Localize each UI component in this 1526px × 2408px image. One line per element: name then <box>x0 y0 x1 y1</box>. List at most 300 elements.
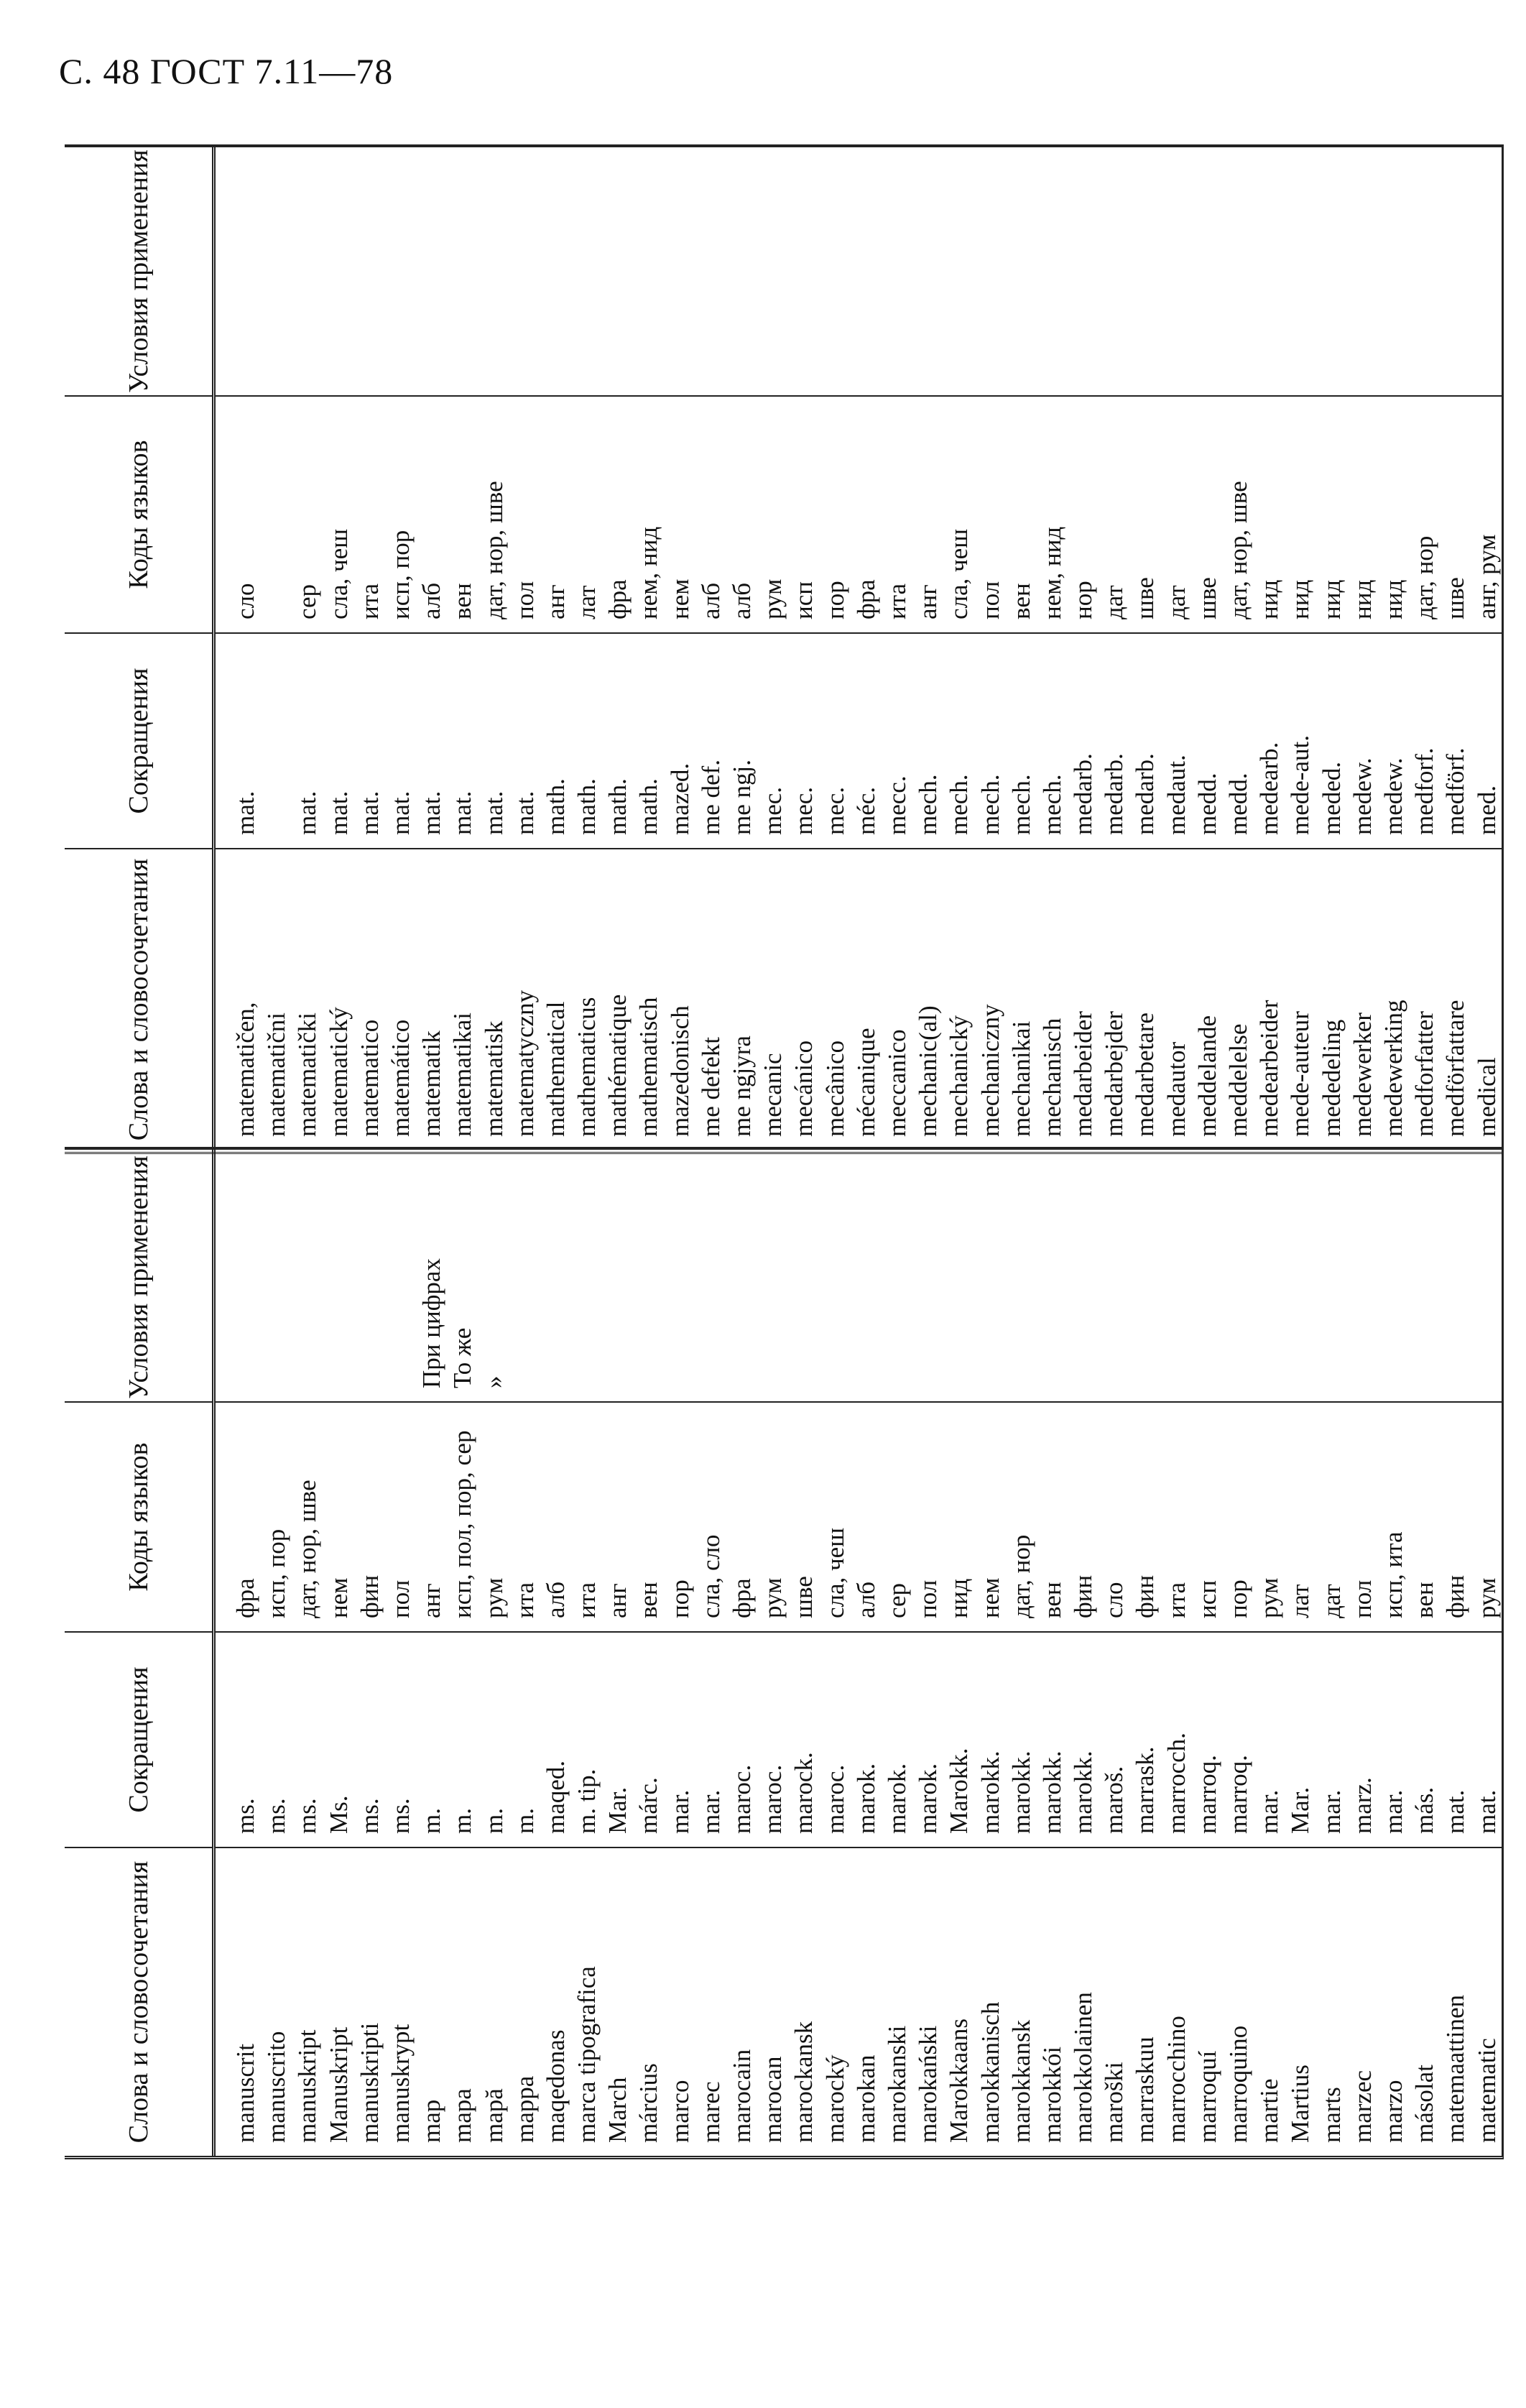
left-cell-usage <box>323 1153 354 1401</box>
left-cell-usage <box>292 1153 323 1401</box>
right-cell-words: matematik <box>417 1030 446 1137</box>
left-cell-codes: пор <box>665 1579 694 1618</box>
left-cell-usage <box>882 1153 912 1401</box>
left-cell-abbr: ms. <box>293 1798 322 1834</box>
left-cell-abbr: m. <box>448 1808 477 1834</box>
right-cell-abbr: mat. <box>417 790 446 835</box>
right-cell-usage <box>851 147 882 395</box>
right-cell-codes: дат, нор <box>1410 535 1439 619</box>
left-col-codes <box>216 1401 1502 1631</box>
left-cell-codes: анг <box>604 1583 632 1618</box>
right-cell-abbr: medd. <box>1193 772 1221 835</box>
right-cell-usage <box>912 147 943 395</box>
left-cell-usage <box>665 1153 695 1401</box>
right-cell-words: mathematisch <box>634 997 663 1137</box>
right-cell-abbr: me def. <box>696 760 725 835</box>
left-cell-abbr: mat. <box>1441 1789 1470 1834</box>
right-cell-words: mechanisch <box>1037 1018 1066 1137</box>
right-cell-usage <box>354 147 385 395</box>
right-cell-usage <box>788 147 819 395</box>
right-cell-codes <box>261 397 292 632</box>
right-cell-abbr: mat. <box>355 790 384 835</box>
left-cell-abbr: Ms. <box>324 1795 353 1834</box>
left-cell-usage <box>230 1153 261 1401</box>
left-cell-usage <box>354 1153 385 1401</box>
right-cell-words: matematico <box>355 1019 384 1137</box>
right-cell-codes: шве <box>1131 577 1160 619</box>
right-cell-abbr: mat. <box>386 790 415 835</box>
right-cell-codes: сер <box>293 584 322 619</box>
left-cell-words: marroquí <box>1193 2050 1221 2143</box>
left-cell-codes: алб <box>541 1581 570 1618</box>
left-cell-usage <box>261 1153 292 1401</box>
right-cell-usage <box>1161 147 1192 395</box>
left-cell-codes: фра <box>728 1578 756 1618</box>
right-cell-usage <box>1409 147 1440 395</box>
right-cell-abbr: mecc. <box>882 775 911 835</box>
right-cell-abbr: medaut. <box>1162 755 1190 835</box>
right-cell-abbr: mazed. <box>665 762 694 835</box>
right-cell-words: matematičen, <box>231 1002 259 1137</box>
left-cell-words: maroški <box>1100 2062 1129 2143</box>
left-cell-abbr: marroq. <box>1224 1755 1252 1834</box>
right-cell-words: meddelelse <box>1224 1023 1252 1137</box>
right-cell-words: me defekt <box>696 1037 725 1137</box>
left-cell-words: marokan <box>851 2054 880 2143</box>
right-cell-codes: исп <box>790 581 818 619</box>
left-cell-abbr: m. <box>479 1808 508 1834</box>
right-cell-abbr <box>261 634 292 848</box>
right-cell-words: medearbeider <box>1255 1000 1284 1137</box>
left-cell-abbr: marok. <box>882 1763 911 1834</box>
left-cell-abbr: marokk. <box>1069 1750 1098 1834</box>
right-cell-usage <box>633 147 664 395</box>
right-table <box>65 144 1504 1150</box>
right-cell-abbr: math. <box>604 778 632 835</box>
left-cell-words: manuskrypt <box>386 2024 415 2143</box>
right-cell-abbr: méc. <box>851 786 880 835</box>
left-cell-abbr: maroc. <box>820 1764 849 1834</box>
right-cell-words: matemático <box>386 1019 415 1137</box>
left-cell-usage <box>1192 1153 1223 1401</box>
rotated-table-area <box>65 144 1502 2159</box>
left-cell-words: mapa <box>448 2088 477 2143</box>
right-cell-abbr: me ngj. <box>728 760 756 835</box>
left-cell-usage: При цифрах <box>417 1258 446 1388</box>
right-cell-abbr: math. <box>573 778 601 835</box>
left-cell-codes: ита <box>1162 1582 1190 1618</box>
right-cell-usage <box>292 147 323 395</box>
left-cell-words: marokkanisch <box>976 2001 1004 2143</box>
left-cell-words: March <box>604 2077 632 2143</box>
left-cell-words: martie <box>1255 2078 1284 2143</box>
left-cell-words: marokański <box>914 2025 943 2143</box>
right-cell-words: me ngjyra <box>728 1035 756 1137</box>
left-cell-codes: ита <box>510 1582 539 1618</box>
left-cell-words: marocan <box>759 2056 787 2143</box>
left-cell-abbr: más. <box>1410 1786 1439 1834</box>
right-cell-abbr: mech. <box>914 774 943 835</box>
right-cell-words: matematički <box>293 1012 322 1137</box>
left-cell-words: marokkói <box>1037 2046 1066 2143</box>
right-cell-usage <box>1471 147 1502 395</box>
left-table <box>65 1147 1504 2159</box>
right-cell-words: mechanický <box>945 1015 974 1137</box>
right-cell-codes: сла, чеш <box>945 528 974 619</box>
left-cell-usage <box>757 1153 788 1401</box>
right-cell-abbr: medarb. <box>1131 753 1160 835</box>
left-cell-abbr: marrocch. <box>1162 1733 1190 1834</box>
left-cell-words: Martius <box>1286 2065 1315 2143</box>
left-cell-abbr: maroc. <box>728 1764 756 1834</box>
left-cell-words: marroquino <box>1224 2025 1252 2143</box>
right-cell-abbr: mat. <box>324 790 353 835</box>
left-cell-usage: » <box>479 1375 508 1388</box>
left-cell-codes: шве <box>790 1576 818 1618</box>
right-cell-usage <box>261 147 292 395</box>
left-cell-words: Marokkaans <box>945 2018 974 2143</box>
left-cell-codes: исп, пор <box>262 1528 291 1618</box>
right-cell-abbr: mec. <box>759 786 787 835</box>
right-cell-usage <box>1223 147 1254 395</box>
right-cell-usage <box>447 147 478 395</box>
right-cell-usage <box>1006 147 1037 395</box>
left-cell-abbr: marock. <box>790 1752 818 1834</box>
right-cell-words: medarbejder <box>1100 1011 1129 1137</box>
left-cell-abbr: marokk. <box>1007 1750 1035 1834</box>
left-cell-codes: рум <box>759 1577 787 1618</box>
right-col-usage <box>216 147 1502 395</box>
left-cell-codes: вен <box>1037 1582 1066 1618</box>
right-cell-codes: алб <box>696 582 725 619</box>
right-cell-words: mede-auteur <box>1286 1011 1315 1137</box>
left-cell-words: marzo <box>1379 2080 1407 2143</box>
right-cell-usage <box>1099 147 1129 395</box>
right-cell-codes: лат <box>573 585 601 619</box>
right-cell-abbr: mat. <box>448 790 477 835</box>
right-cell-words: mazedonisch <box>665 1005 694 1137</box>
right-cell-abbr: med. <box>1472 785 1501 835</box>
right-cell-usage <box>540 147 571 395</box>
left-cell-words: marokanski <box>882 2025 911 2143</box>
left-cell-words: manuscrito <box>262 2031 291 2143</box>
left-cell-codes: пол <box>914 1579 943 1618</box>
left-cell-abbr: marok. <box>851 1763 880 1834</box>
right-cell-codes: сло <box>231 583 259 619</box>
right-cell-abbr: math. <box>541 778 570 835</box>
left-cell-abbr: ms. <box>262 1798 291 1834</box>
right-cell-abbr: medd. <box>1224 772 1252 835</box>
right-cell-usage <box>385 147 416 395</box>
right-cell-usage <box>1037 147 1068 395</box>
left-cell-words: marocký <box>820 2054 849 2143</box>
right-cell-usage <box>1285 147 1315 395</box>
left-cell-codes: пол <box>1348 1579 1377 1618</box>
left-cell-usage <box>726 1153 757 1401</box>
right-cell-usage <box>695 147 726 395</box>
right-cell-abbr: mech. <box>1007 774 1035 835</box>
left-cell-words: március <box>634 2063 663 2143</box>
left-cell-abbr: maroš. <box>1100 1766 1129 1834</box>
left-cell-codes: нем <box>324 1577 353 1618</box>
left-cell-usage <box>1254 1153 1285 1401</box>
right-cell-words: medewerker <box>1348 1012 1377 1137</box>
left-cell-usage <box>1037 1153 1068 1401</box>
right-cell-words: mecánico <box>790 1040 818 1137</box>
right-cell-abbr: medearb. <box>1255 742 1284 835</box>
left-cell-abbr: maroc. <box>759 1764 787 1834</box>
right-cell-codes: нем <box>665 578 694 619</box>
right-cell-codes: нид <box>1317 579 1346 619</box>
left-cell-codes: алб <box>851 1581 880 1618</box>
left-cell-codes: вен <box>1410 1582 1439 1618</box>
right-cell-usage <box>1378 147 1409 395</box>
right-cell-abbr: mat. <box>479 790 508 835</box>
right-cell-abbr: medarb. <box>1069 753 1098 835</box>
right-cell-words: medautor <box>1162 1041 1190 1137</box>
right-cell-usage <box>665 147 695 395</box>
left-cell-codes: сло <box>1100 1582 1129 1618</box>
left-cell-codes: фра <box>231 1578 259 1618</box>
right-cell-words: meddelande <box>1193 1015 1221 1137</box>
left-cell-codes: рум <box>479 1577 508 1618</box>
right-cell-usage <box>943 147 974 395</box>
col-header-usage: Условия применения <box>123 149 154 393</box>
right-cell-codes: вен <box>448 583 477 619</box>
right-cell-usage <box>1254 147 1285 395</box>
left-cell-codes: сла, сло <box>696 1534 725 1618</box>
left-cell-usage <box>1006 1153 1037 1401</box>
right-cell-abbr: meded. <box>1317 761 1346 835</box>
right-cell-words: medarbetare <box>1131 1012 1160 1137</box>
left-cell-codes: исп, ита <box>1379 1531 1407 1618</box>
left-cell-usage <box>851 1153 882 1401</box>
left-cell-abbr: marroq. <box>1193 1755 1221 1834</box>
left-cell-usage <box>695 1153 726 1401</box>
right-cell-codes: нид <box>1379 579 1407 619</box>
left-cell-usage <box>571 1153 602 1401</box>
right-col-abbr <box>216 632 1502 848</box>
left-cell-codes: пол <box>386 1579 415 1618</box>
left-cell-usage <box>1161 1153 1192 1401</box>
right-cell-codes: дат <box>1162 585 1190 619</box>
right-cell-abbr: mat. <box>231 790 259 835</box>
right-cell-codes: пор <box>820 581 849 619</box>
left-cell-codes: дат, нор, шве <box>293 1480 322 1618</box>
col-header-words: Слова и словосочетания <box>65 848 212 1150</box>
col-header-codes: Коды языков <box>65 1401 212 1631</box>
right-cell-words: medewerking <box>1379 1000 1407 1137</box>
right-cell-codes: ита <box>882 583 911 619</box>
left-cell-words: marraskuu <box>1131 2036 1160 2143</box>
left-cell-codes: анг <box>417 1583 446 1618</box>
left-cell-usage <box>1129 1153 1160 1401</box>
left-cell-abbr: marokk. <box>976 1750 1004 1834</box>
left-cell-words: marco <box>665 2080 694 2143</box>
left-cell-words: manuscrit <box>231 2043 259 2143</box>
left-cell-abbr: Mar. <box>604 1786 632 1834</box>
left-cell-abbr: mar. <box>665 1789 694 1834</box>
right-cell-abbr: medforf. <box>1410 747 1439 835</box>
right-col-words <box>216 848 1502 1150</box>
right-cell-words: medförfattare <box>1441 1000 1470 1137</box>
right-cell-codes: фра <box>851 579 880 619</box>
left-cell-codes: дат, нор <box>1007 1534 1035 1618</box>
right-cell-words: mechaniczny <box>976 1004 1004 1137</box>
left-cell-usage <box>540 1153 571 1401</box>
right-cell-words: matematyczny <box>510 990 539 1137</box>
right-cell-abbr: mede-aut. <box>1286 735 1315 835</box>
right-cell-abbr: math. <box>634 778 663 835</box>
left-cell-words: marokkolainen <box>1069 1992 1098 2143</box>
left-cell-codes: нид <box>945 1578 974 1618</box>
left-cell-codes: фин <box>1441 1574 1470 1618</box>
col-header-words: Слова и словосочетания <box>65 1847 212 2156</box>
right-cell-codes: вен <box>1007 583 1035 619</box>
left-col-usage <box>216 1153 1502 1401</box>
right-cell-usage <box>416 147 447 395</box>
right-cell-codes: рум <box>759 578 787 619</box>
left-cell-usage <box>602 1153 633 1401</box>
left-table-header <box>65 1150 216 2156</box>
right-cell-words: medical <box>1472 1057 1501 1137</box>
left-cell-words: marokkansk <box>1007 2019 1035 2143</box>
right-cell-codes: нид <box>1348 579 1377 619</box>
right-cell-codes: нем, нид <box>634 526 663 619</box>
left-col-abbr <box>216 1631 1502 1847</box>
right-cell-codes: пол <box>976 581 1004 619</box>
right-cell-codes: нор <box>1069 581 1098 619</box>
left-cell-usage <box>509 1153 540 1401</box>
col-header-usage: Условия применения <box>123 1155 154 1399</box>
left-cell-abbr: marokk. <box>1037 1750 1066 1834</box>
left-cell-codes: пор <box>1224 1579 1252 1618</box>
col-header-abbr: Сокращения <box>65 1631 212 1847</box>
right-cell-words: mechanikai <box>1007 1020 1035 1137</box>
right-cell-usage <box>1316 147 1347 395</box>
right-cell-usage <box>1347 147 1378 395</box>
left-cell-codes: сла, чеш <box>820 1527 849 1618</box>
left-cell-abbr: mat. <box>1472 1789 1501 1834</box>
right-cell-codes: исп, пор <box>386 530 415 619</box>
left-cell-words: marca tipografica <box>573 1966 601 2143</box>
left-cell-words: marockansk <box>790 2021 818 2143</box>
left-cell-words: mapă <box>479 2088 508 2143</box>
right-cell-words: mechanic(al) <box>914 1005 943 1137</box>
left-cell-words: manuskripti <box>355 2022 384 2143</box>
left-cell-usage <box>912 1153 943 1401</box>
left-cell-words: marec <box>696 2081 725 2143</box>
left-cell-words: map <box>417 2099 446 2143</box>
left-cell-words: marocain <box>728 2049 756 2143</box>
left-cell-usage <box>788 1153 819 1401</box>
right-cell-usage <box>1129 147 1160 395</box>
left-cell-usage: То же <box>448 1327 477 1388</box>
right-cell-abbr: mech. <box>945 774 974 835</box>
right-cell-words: matematický <box>324 1007 353 1137</box>
left-cell-abbr: m. tip. <box>573 1768 601 1834</box>
right-cell-usage <box>1440 147 1471 395</box>
right-cell-words: medforfatter <box>1410 1011 1439 1137</box>
left-cell-words: maqedonas <box>541 2029 570 2143</box>
left-cell-words: matematic <box>1472 2038 1501 2143</box>
left-cell-abbr: márc. <box>634 1777 663 1834</box>
left-cell-codes: вен <box>634 1582 663 1618</box>
right-cell-words: medarbeider <box>1069 1011 1098 1137</box>
right-cell-usage <box>975 147 1006 395</box>
right-cell-words: mathematicus <box>573 997 601 1137</box>
right-cell-usage <box>757 147 788 395</box>
right-cell-words: mecânico <box>820 1040 849 1137</box>
left-cell-codes: фин <box>1069 1574 1098 1618</box>
left-cell-usage <box>1099 1153 1129 1401</box>
right-cell-words: matematični <box>262 1012 291 1137</box>
right-cell-usage <box>323 147 354 395</box>
right-cell-codes: дат <box>1100 585 1129 619</box>
left-cell-usage <box>1223 1153 1254 1401</box>
left-cell-usage <box>385 1153 416 1401</box>
left-cell-codes: рум <box>1472 1577 1501 1618</box>
right-cell-usage <box>571 147 602 395</box>
col-header-codes: Коды языков <box>65 395 212 632</box>
left-cell-abbr: marok. <box>914 1763 943 1834</box>
left-cell-usage <box>1440 1153 1471 1401</box>
left-cell-abbr: m. <box>417 1808 446 1834</box>
right-cell-abbr: mec. <box>790 786 818 835</box>
left-cell-abbr: Mar. <box>1286 1786 1315 1834</box>
left-cell-abbr: ms. <box>386 1798 415 1834</box>
left-cell-abbr: Marokk. <box>945 1748 974 1834</box>
left-cell-abbr: mar. <box>1317 1789 1346 1834</box>
right-cell-usage <box>478 147 509 395</box>
right-cell-codes: алб <box>417 582 446 619</box>
right-cell-codes: шве <box>1441 577 1470 619</box>
right-cell-codes: ита <box>355 583 384 619</box>
right-cell-abbr: mec. <box>820 786 849 835</box>
right-cell-codes: шве <box>1193 577 1221 619</box>
left-cell-usage <box>633 1153 664 1401</box>
col-header-abbr: Сокращения <box>65 632 212 848</box>
left-cell-words: mappa <box>510 2075 539 2143</box>
left-cell-usage <box>975 1153 1006 1401</box>
right-cell-abbr: medförf. <box>1441 747 1470 835</box>
left-cell-usage <box>1068 1153 1099 1401</box>
left-cell-abbr: ms. <box>231 1798 259 1834</box>
left-cell-abbr: ms. <box>355 1798 384 1834</box>
right-cell-words: mathematical <box>541 1001 570 1137</box>
right-cell-codes: фра <box>604 579 632 619</box>
left-cell-usage <box>943 1153 974 1401</box>
left-cell-codes: дат <box>1317 1584 1346 1618</box>
left-cell-words: manuskript <box>293 2029 322 2143</box>
right-cell-codes: анг <box>914 584 943 619</box>
right-cell-codes: дат, нор, шве <box>479 481 508 619</box>
right-col-codes <box>216 395 1502 632</box>
right-cell-abbr: mat. <box>510 790 539 835</box>
left-cell-codes: нем <box>976 1577 1004 1618</box>
right-cell-words: matematikai <box>448 1012 477 1137</box>
left-cell-words: másolat <box>1410 2065 1439 2143</box>
left-cell-words: marts <box>1317 2087 1346 2143</box>
right-cell-abbr: medew. <box>1348 757 1377 835</box>
left-cell-codes: исп, пол, пор, сер <box>448 1430 477 1618</box>
left-cell-usage <box>1471 1153 1502 1401</box>
right-cell-usage <box>882 147 912 395</box>
left-cell-usage <box>820 1153 851 1401</box>
left-cell-codes: сер <box>882 1583 911 1618</box>
left-cell-usage <box>1409 1153 1440 1401</box>
left-cell-usage <box>1316 1153 1347 1401</box>
